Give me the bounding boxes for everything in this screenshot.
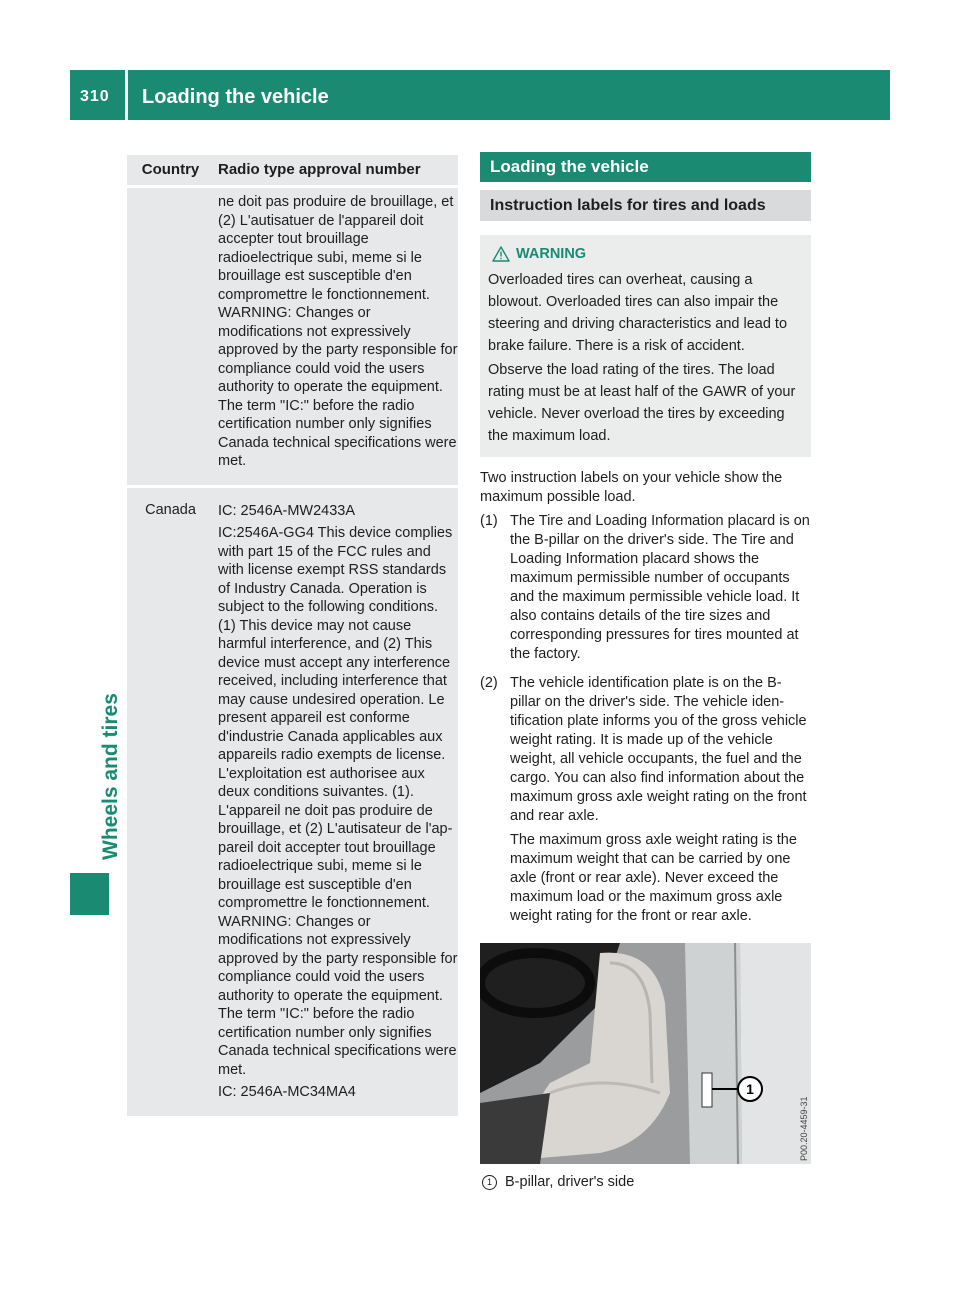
intro-paragraph: Two instruction labels on your vehicle show the maximum possible load.: [480, 470, 783, 505]
warning-box: [480, 235, 811, 457]
table-cell-country: Canada: [145, 501, 196, 518]
list-item-number: (2): [480, 675, 498, 691]
warning-label: WARNING: [516, 246, 587, 262]
chapter-tab-marker: [70, 873, 109, 915]
car-interior-illustration: [480, 943, 811, 1164]
table-header: [127, 155, 458, 185]
header-divider: [125, 70, 128, 120]
approval-number: IC: 2546A-MW2433A: [218, 502, 356, 519]
table-row: [127, 188, 458, 485]
list-item: [480, 674, 811, 931]
warning-text: Overloaded tires can overheat, causing a blowout. Overloaded tires can also impair the steering and driving characteristics and lead to brake failure. There is a risk of accident.: [488, 272, 788, 354]
list-item-number: (1): [480, 513, 498, 529]
page-title: Loading the vehicle: [142, 86, 329, 108]
radio-approval-table: [127, 155, 458, 1116]
list-item-text: The vehicle identification plate is on the B-pillar on the driver's side. The vehicle identification plate informs you of the gross vehicle weight rating. It is made up of the vehicle weight, all vehicle occupants, the fuel and the cargo. You can also find information about the maximum gross axle weight rating on the front and rear axle.: [510, 675, 807, 824]
photo-callout-number: 1: [746, 1081, 754, 1097]
photo-code: P00.20-4459-31: [799, 1096, 809, 1161]
table-cell-radio: ne doit pas produire de brouillage, et (2) L'autisatuer de l'appareil doit accepter tout brouillage radioelectrique subi, meme si le brouillage est susceptible d'en compromettre le fonctionnement. WARNING: Changes or modifications not expressively approved by the party responsible for compliance could void the users authority to operate the equipment. The term "IC:" before the radio certification number only signifies Canada technical specifications were met.: [218, 194, 458, 469]
right-column: [480, 152, 811, 1190]
chapter-tab-label: Wheels and tires: [99, 693, 122, 860]
approval-statement: IC:2546A-GG4 This device complies with part 15 of the FCC rules and with license exempt RSS standards of Industry Canada. Operation is subject to the following conditions. (1) This device may not cause harmful interference, and (2) This device must accept any interference received, including interference that may cause undesired operation. Le present appareil est conforme d'industrie Canada applicables aux appareils radio exempts de license. L'exploitation est authorisee aux deux conditions suivantes. (1). L'appareil ne doit pas produire de brouillage, et (2) L'autisateur de l'appareil doit accepter tout brouillage radioelectrique subi, meme si le brouillage est susceptible d'en compromettre le fonctionnement. WARNING: Changes or modifications not expressively approved by the party responsible for compliance could void the users authority to operate the equipment. The term "IC:" before the radio certification number only signifies Canada technical specifications were met.: [218, 525, 458, 1078]
label-list: [480, 512, 811, 931]
approval-number: IC: 2546A-MC34MA4: [218, 1084, 356, 1100]
column-header-country: Country: [141, 161, 200, 178]
list-item: [480, 512, 811, 669]
table-row: [127, 488, 458, 1116]
table-cell-country: [127, 188, 214, 485]
warning-heading: [490, 243, 803, 265]
caption-text: B-pillar, driver's side: [505, 1174, 635, 1190]
caption-marker: 1: [482, 1175, 497, 1190]
page-number: 310: [80, 88, 110, 105]
b-pillar-photo: [480, 943, 811, 1164]
photo-caption: [480, 1174, 811, 1190]
list-item-text: The maximum gross axle weight rating is the maximum weight that can be carried by one axle (front or rear axle). Never exceed the maximum load or the maximum gross axle weight rating for the front or rear axle.: [510, 832, 797, 924]
list-item-text: The Tire and Loading Information placard is on the B-pillar on the driver's side. The Tire and Loading Information placard shows the maximum permissible number of occupants and the maximum permissible vehicle load. It also contains details of the tire sizes and corresponding pressures for tires mounted at the factory.: [510, 513, 810, 662]
subsection-title: Instruction labels for tires and loads: [480, 190, 811, 221]
section-title: Loading the vehicle: [480, 152, 811, 182]
table-cell-radio: [214, 488, 458, 1116]
warning-triangle-icon: [492, 246, 510, 262]
column-header-radio: Radio type approval number: [218, 161, 421, 178]
warning-text: Observe the load rating of the tires. The load rating must be at least half of the GAWR of your vehicle. Never overload the tires by exceeding the maximum load.: [488, 362, 796, 444]
